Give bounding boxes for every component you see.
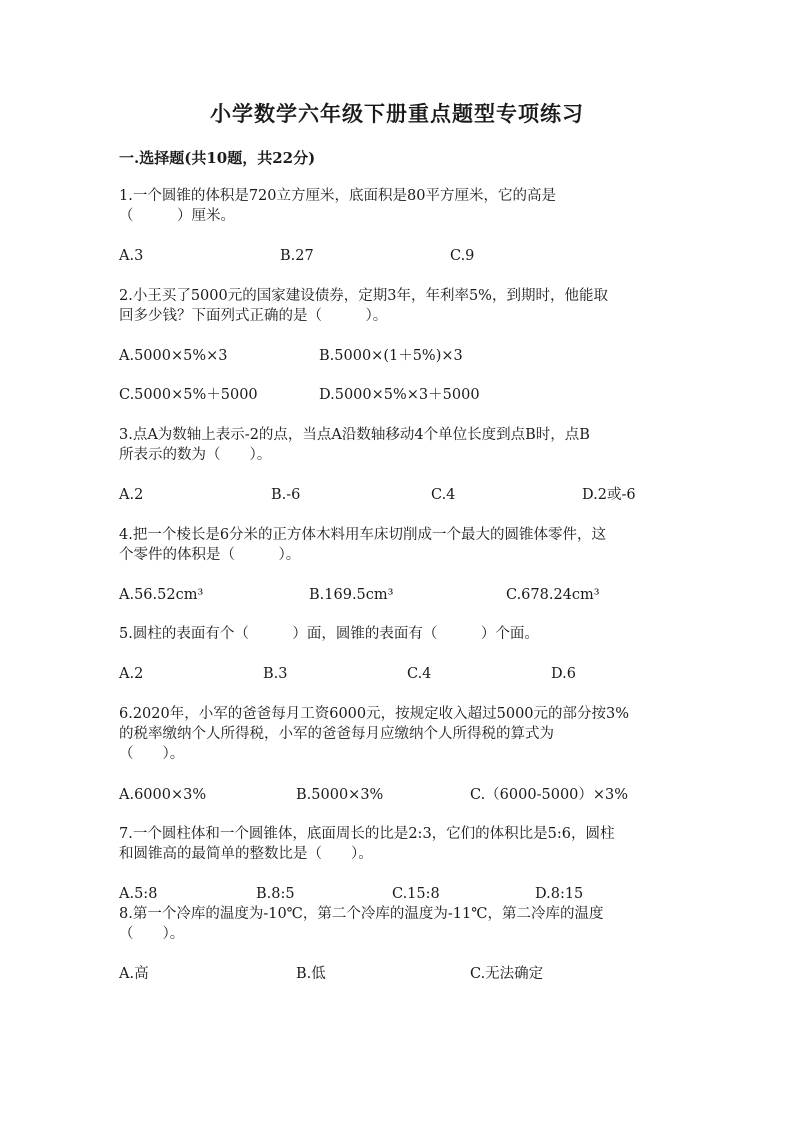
section-heading: 一.选择题(共10题，共22分) [119,149,316,167]
question-3-options [119,485,719,505]
option-d: D.8:15 [535,886,584,902]
option-d: D.6 [551,666,576,682]
option-c: C.4 [431,487,456,503]
question-3-line-1: 3.点A为数轴上表示-2的点，当点A沿数轴移动4个单位长度到点B时，点B [119,427,590,443]
question-1-options [119,246,719,266]
option-b: B.8:5 [256,886,295,902]
page-title: 小学数学六年级下册重点题型专项练习 [210,101,584,126]
question-7-line-1: 7.一个圆柱体和一个圆锥体，底面周长的比是2:3，它们的体积比是5:6，圆柱 [119,826,615,842]
question-7 [119,824,679,864]
question-6-line-2: 的税率缴纳个人所得税，小军的爸爸每月应缴纳个人所得税的算式为 [119,726,554,742]
option-b: B.3 [263,666,288,682]
question-5 [119,624,679,644]
question-4-line-1: 4.把一个棱长是6分米的正方体木料用车床切削成一个最大的圆锥体零件，这 [119,527,607,543]
option-b: B.27 [280,248,314,264]
option-c: C.678.24cm³ [506,587,600,603]
question-5-line-1: 5.圆柱的表面有个（ ）面，圆锥的表面有（ ）个面。 [119,626,539,642]
option-a: A.2 [119,487,144,503]
question-2-options-row-2 [119,385,719,405]
option-a: A.56.52cm³ [119,587,204,603]
question-6-line-3: （ ）。 [119,746,185,762]
option-a: A.6000×3% [119,787,207,803]
question-8 [119,904,679,944]
question-7-line-2: 和圆锥高的最简单的整数比是（ ）。 [119,846,373,862]
question-1-line-2: （ ）厘米。 [119,208,235,224]
question-8-line-2: （ ）。 [119,926,185,942]
question-1-line-1: 1.一个圆锥的体积是720立方厘米，底面积是80平方厘米，它的高是 [119,188,556,204]
option-d: D.5000×5%×3＋5000 [319,387,480,403]
option-c: C.9 [450,248,475,264]
option-c: C.（6000-5000）×3% [470,787,629,803]
question-7-options [119,884,719,904]
option-b: B.5000×3% [296,787,384,803]
option-c: C.无法确定 [470,966,544,982]
option-c: C.4 [407,666,432,682]
option-b: B.169.5cm³ [309,587,394,603]
question-1 [119,186,679,226]
option-b: B.5000×(1＋5%)×3 [319,348,463,364]
question-4-line-2: 个零件的体积是（ ）。 [119,547,301,563]
question-6-options [119,785,719,805]
option-a: A.3 [119,248,144,264]
question-2-options-row-1 [119,346,719,366]
option-b: B.低 [296,966,326,982]
question-2-line-2: 回多少钱？下面列式正确的是（ ）。 [119,308,388,324]
option-b: B.-6 [271,487,301,503]
question-6-line-1: 6.2020年，小军的爸爸每月工资6000元，按规定收入超过5000元的部分按3% [119,706,630,722]
question-4 [119,525,679,565]
option-a: A.高 [119,966,149,982]
question-3-line-2: 所表示的数为（ ）。 [119,447,272,463]
option-c: C.15:8 [392,886,440,902]
question-5-options [119,664,719,684]
question-2-line-1: 2.小王买了5000元的国家建设债券，定期3年，年利率5%，到期时，他能取 [119,288,608,304]
question-8-options [119,964,719,984]
question-3 [119,425,679,465]
option-a: A.5000×5%×3 [119,348,228,364]
option-c: C.5000×5%＋5000 [119,387,258,403]
question-2 [119,286,679,326]
option-a: A.2 [119,666,144,682]
question-6 [119,704,679,764]
option-a: A.5:8 [119,886,158,902]
question-4-options [119,585,719,605]
question-8-line-1: 8.第一个冷库的温度为-10℃，第二个冷库的温度为-11℃，第二冷库的温度 [119,906,604,922]
option-d: D.2或-6 [582,487,636,503]
